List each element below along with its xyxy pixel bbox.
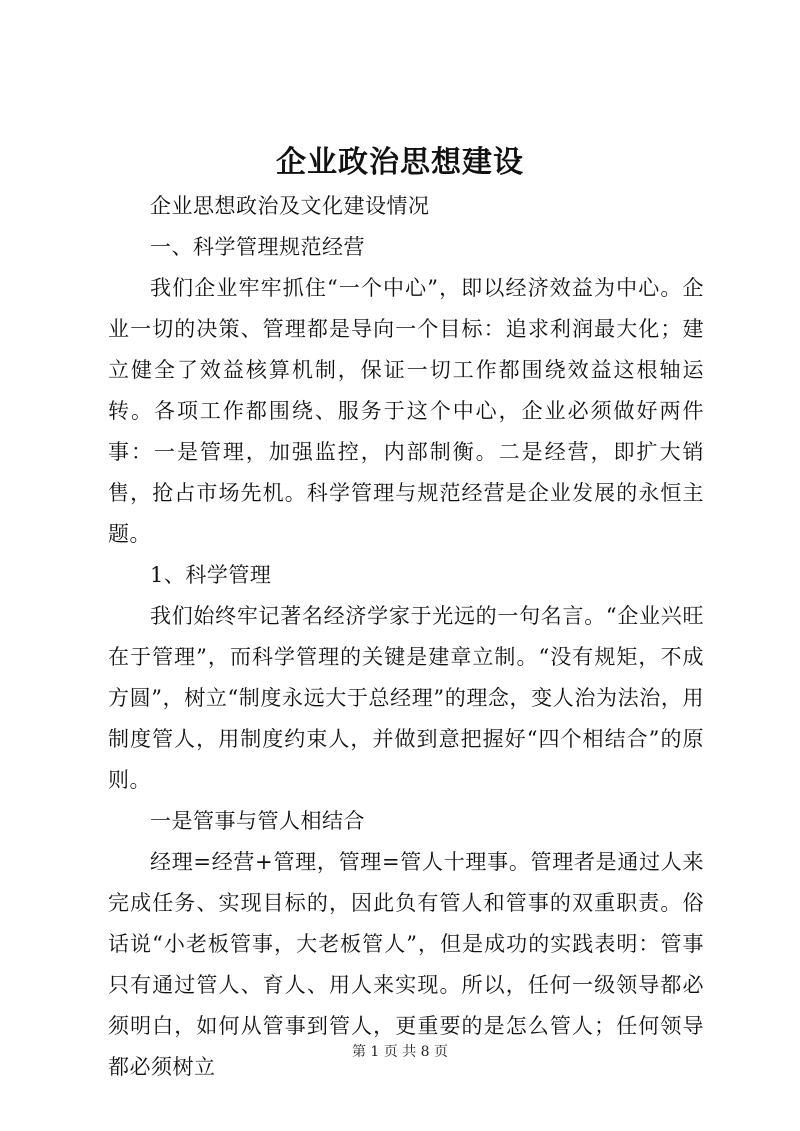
page-number-footer: 第 1 页 共 8 页 [351, 1044, 449, 1060]
body-paragraph: 我们始终牢记著名经济学家于光远的一句名言。“企业兴旺在于管理”，而科学管理的关键是建章立制。“没有规矩，不成方圆”，树立“制度永远大于总经理”的理念，变人治为法治，用制度管人，用制度约束人，并做到意把握好“四个相结合”的原则。 [108, 604, 704, 792]
body-paragraph: 我们企业牢牢抓住“一个中心”，即以经济效益为中心。企业一切的决策、管理都是导向一个目标：追求利润最大化；建立健全了效益核算机制，保证一切工作都围绕效益这根轴运转。各项工作都围绕、服务于这个中心，企业必须做好两件事：一是管理，加强监控，内部制衡。二是经营，即扩大销售，抢占市场先机。科学管理与规范经营是企业发展的永恒主题。 [108, 276, 704, 546]
point-heading-paragraph: 一是管事与管人相结合 [150, 809, 365, 833]
subtitle-paragraph: 企业思想政治及文化建设情况 [150, 194, 430, 218]
document-body [108, 186, 704, 1088]
section-heading-paragraph: 一、科学管理规范经营 [150, 235, 365, 259]
subsection-heading-paragraph: 1、科学管理 [150, 563, 272, 587]
document-title: 企业政治思想建设 [276, 145, 524, 180]
body-paragraph: 经理=经营+管理，管理=管人十理事。管理者是通过人来完成任务、实现目标的，因此负有管人和管事的双重职责。俗话说“小老板管事，大老板管人”，但是成功的实践表明：管事只有通过管人、育人、用人来实现。所以，任何一级领导都必须明白，如何从管事到管人，更重要的是怎么管人；任何领导都必须树立 [108, 850, 704, 1079]
